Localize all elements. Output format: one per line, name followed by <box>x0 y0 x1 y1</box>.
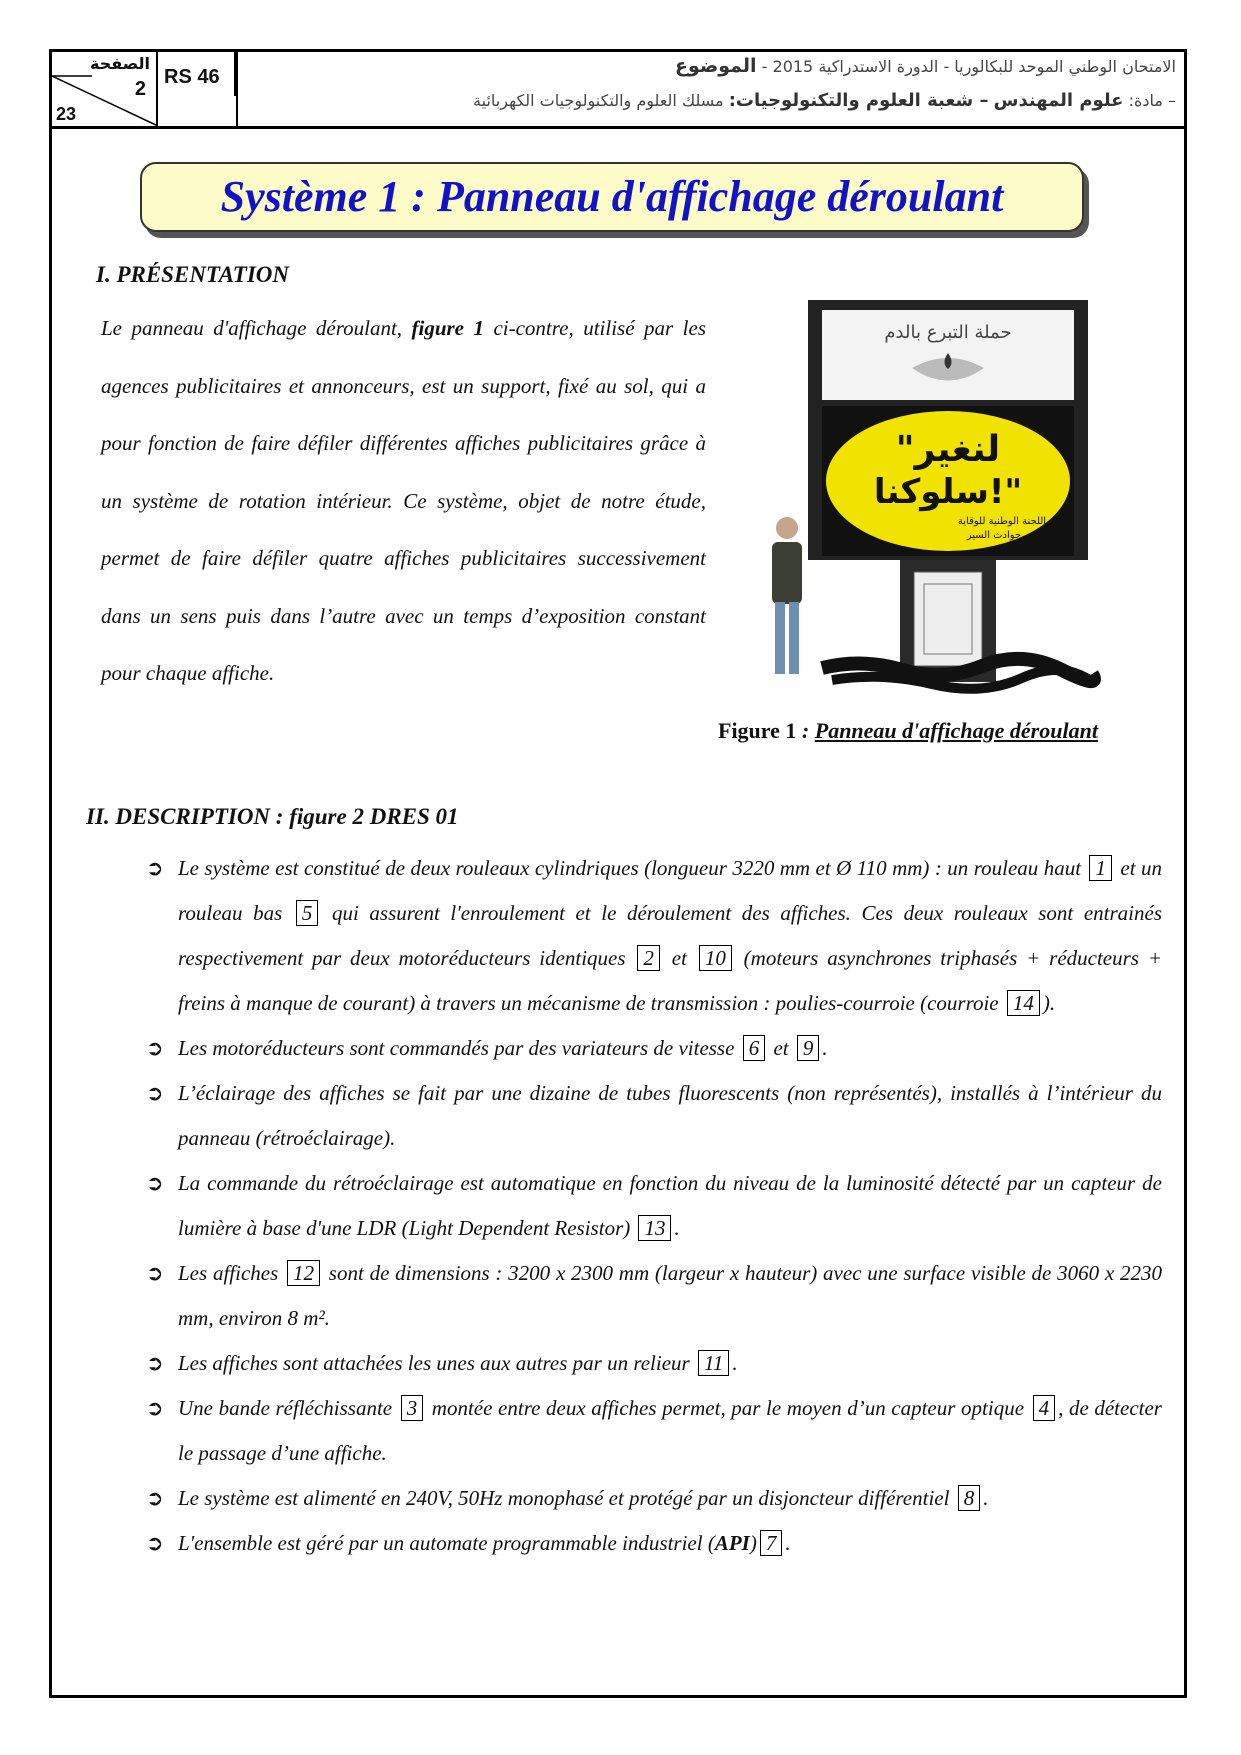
item-text: (moteurs asynchrones triphasés + réducteurs + freins à manque de courant) à travers un mécanisme de transmission : poulies-courroie (courroie <box>178 946 1163 1015</box>
page-number: 2 <box>134 78 146 100</box>
ref-number-box: 5 <box>296 900 319 926</box>
yellow-poster-line1: "لنغير <box>895 429 1001 470</box>
ref-number-box: 12 <box>287 1260 320 1286</box>
exam-title: الامتحان الوطني الموحد للبكالوريا - الدورة الاستدراكية 2015 - <box>761 57 1176 76</box>
person-jacket <box>772 542 802 604</box>
ref-number-box: 13 <box>638 1215 671 1241</box>
item-text: ) <box>749 1531 757 1555</box>
ref-number-box: 10 <box>699 945 732 971</box>
item-text: . <box>983 1486 989 1510</box>
ref-number-box: 11 <box>698 1350 729 1376</box>
system-title-box <box>140 162 1084 232</box>
list-item <box>146 846 1162 1026</box>
presentation-paragraph <box>101 300 706 703</box>
bullet-arrow-icon: ➲ <box>146 856 164 880</box>
item-text: . <box>732 1351 738 1375</box>
item-text: et un rouleau bas <box>178 856 1162 925</box>
ref-number-box: 2 <box>637 945 660 971</box>
yellow-poster-small1: اللجنة الوطنية للوقاية <box>957 516 1047 527</box>
bullet-arrow-icon: ➲ <box>146 1036 164 1060</box>
figure-caption <box>718 718 1098 744</box>
para-text: Le panneau d'affichage déroulant, <box>101 316 412 340</box>
item-text: et <box>768 1036 794 1060</box>
page-number-box <box>52 52 158 126</box>
item-text: qui assurent l'enroulement et le déroulement des affiches. Ces deux rouleaux sont entrainés respectivement par deux motoréducteurs identiques <box>178 901 1162 970</box>
item-text: sont de dimensions : 3200 x 2300 mm (largeur x hauteur) avec une surface visible de 3060 x 2230 mm, environ 8 m². <box>178 1261 1162 1330</box>
bullet-arrow-icon: ➲ <box>146 1351 164 1375</box>
item-text: . <box>822 1036 828 1060</box>
subject-prefix: – مادة: <box>1128 91 1176 110</box>
item-text: L'ensemble est géré par un automate programmable industriel ( <box>178 1531 715 1555</box>
branch-name: مسلك العلوم والتكنولوجيات الكهربائية <box>473 91 724 110</box>
figure-ref: figure 1 <box>411 316 484 340</box>
bullet-arrow-icon: ➲ <box>146 1486 164 1510</box>
item-text: montée entre deux affiches permet, par le moyen d’un capteur optique <box>426 1396 1030 1420</box>
exam-subject-line <box>473 90 1176 111</box>
bullet-arrow-icon: ➲ <box>146 1081 164 1105</box>
page-label: الصفحة <box>89 54 150 73</box>
yellow-poster-small2: من حوادث السير <box>966 530 1038 541</box>
caption-label: Figure 1 <box>718 718 797 743</box>
bullet-arrow-icon: ➲ <box>146 1531 164 1555</box>
list-item <box>146 1386 1162 1476</box>
list-item <box>146 1026 1162 1071</box>
bullet-arrow-icon: ➲ <box>146 1171 164 1195</box>
bullet-arrow-icon: ➲ <box>146 1396 164 1420</box>
header-rule <box>52 126 1184 129</box>
list-item <box>146 1341 1162 1386</box>
section-heading-presentation: I. PRÉSENTATION <box>96 262 289 287</box>
item-text: Le système est alimenté en 240V, 50Hz monophasé et protégé par un disjoncteur différentiel <box>178 1486 955 1510</box>
ref-number-box: 8 <box>958 1485 981 1511</box>
exam-title-line <box>675 55 1176 77</box>
ref-number-box: 4 <box>1033 1395 1056 1421</box>
branch-label: – شعبة العلوم والتكنولوجيات: <box>728 90 989 111</box>
person-head <box>776 517 798 539</box>
person-leg <box>775 602 785 674</box>
subject-name: علوم المهندس <box>993 90 1124 111</box>
page-total: 23 <box>56 104 77 124</box>
list-item <box>146 1476 1162 1521</box>
item-text: . <box>785 1531 791 1555</box>
item-text: Les motoréducteurs sont commandés par des variateurs de vitesse <box>178 1036 740 1060</box>
exam-code: RS 46 <box>158 52 236 96</box>
description-list <box>146 846 1162 1566</box>
item-text: La commande du rétroéclairage est automatique en fonction du niveau de la luminosité détecté par un capteur de lumière à base d'une LDR (Light Dependent Resistor) <box>178 1171 1162 1240</box>
top-poster-text: حملة التبرع بالدم <box>884 322 1012 343</box>
billboard-figure <box>762 298 1107 698</box>
exam-subject-label: الموضوع <box>675 55 757 77</box>
section-heading-description: II. DESCRIPTION : figure 2 DRES 01 <box>86 804 459 829</box>
item-text: ). <box>1042 991 1056 1015</box>
item-text: , de détecter le passage d’une affiche. <box>178 1396 1162 1465</box>
ref-number-box: 1 <box>1089 855 1112 881</box>
list-item <box>146 1071 1162 1161</box>
item-text: Les affiches sont attachées les unes aux autres par un relieur <box>178 1351 695 1375</box>
person-leg <box>789 602 799 674</box>
item-text: . <box>674 1216 680 1240</box>
header-divider <box>236 52 238 128</box>
caption-sep: : <box>796 718 815 743</box>
list-item <box>146 1251 1162 1341</box>
item-bold-text: API <box>714 1531 750 1555</box>
yellow-poster-line2: سلوكنا!" <box>873 472 1023 512</box>
ref-number-box: 6 <box>743 1035 766 1061</box>
item-text: Une bande réfléchissante <box>178 1396 398 1420</box>
item-text: L’éclairage des affiches se fait par une dizaine de tubes fluorescents (non représentés), installés à l’intérieur du panneau (rétroéclairage). <box>178 1081 1162 1150</box>
ref-number-box: 3 <box>401 1395 424 1421</box>
ref-number-box: 9 <box>797 1035 820 1061</box>
item-text: Les affiches <box>178 1261 285 1285</box>
item-text: Le système est constitué de deux rouleaux cylindriques (longueur 3220 mm et Ø 110 mm) : un rouleau haut <box>178 856 1087 880</box>
ref-number-box: 14 <box>1007 990 1040 1016</box>
item-text: et <box>662 946 696 970</box>
ref-number-box: 7 <box>760 1530 783 1556</box>
para-text: ci-contre, utilisé par les agences publicitaires et annonceurs, est un support, fixé au sol, qui a pour fonction de faire défiler différentes affiches publicitaires grâce à un système de rotation intérieur. Ce système, objet de notre étude, permet de faire défiler quatre affiches publicitaires successivement dans un sens puis dans l’autre avec un temps d’exposition constant pour chaque affiche. <box>101 316 706 685</box>
system-title: Système 1 : Panneau d'affichage déroulant <box>220 172 1004 221</box>
caption-title: Panneau d'affichage déroulant <box>814 718 1098 743</box>
list-item <box>146 1521 1162 1566</box>
bullet-arrow-icon: ➲ <box>146 1261 164 1285</box>
list-item <box>146 1161 1162 1251</box>
